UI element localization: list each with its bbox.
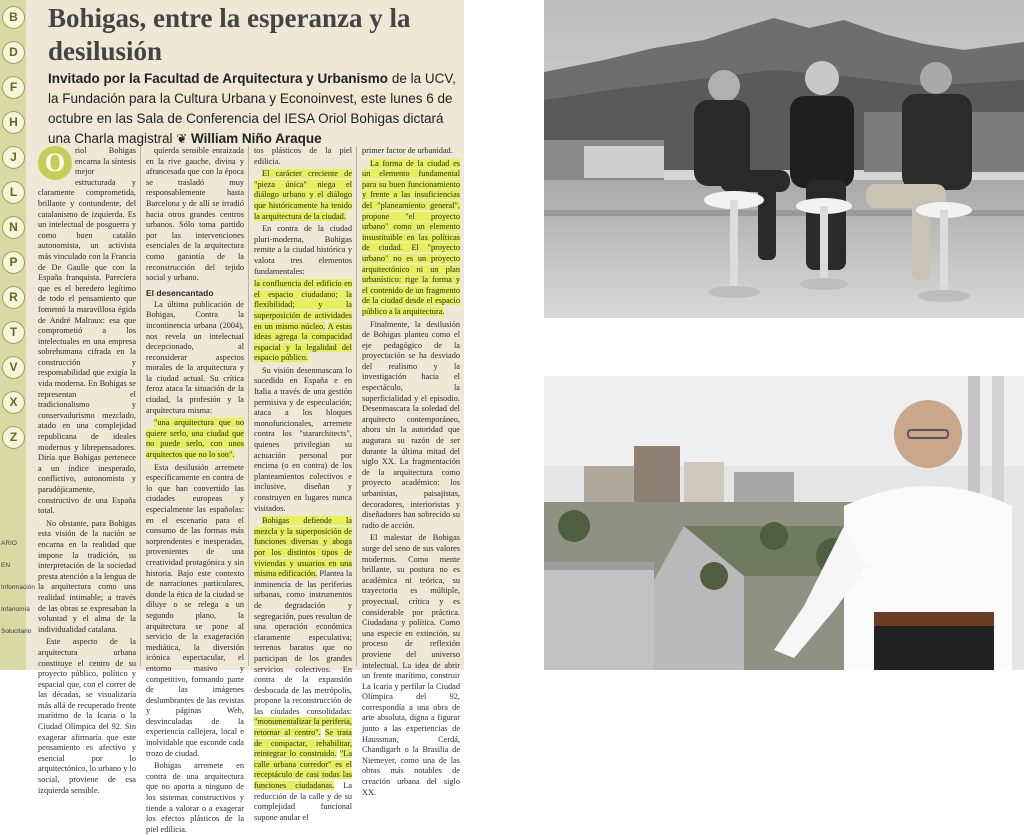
photo-three-men-svg <box>544 0 1024 318</box>
col3-end: La reducción de la calle y de su complejidad funcional supone anular el <box>254 781 353 822</box>
article-author: William Niño Araque <box>191 131 322 146</box>
col2-p2: La última publicación de Bohigas, Contra la incontinencia urbana (2004), nos revela un intelectual decepcionado, al reconsiderar aspectos morales de la arquitectura y la ciudad actual. Su crítica feroz ataca la situación de la ciudad, la profesión y la arquitectura misma: <box>146 299 244 415</box>
highlight-confluencia: la confluencia del edificio en el espacio ciudadano; la flexibilidad; y la superposición de actividades en un mismo núcleo. <box>254 279 352 331</box>
col4-p1: primer factor de urbanidad. <box>362 146 453 155</box>
alphabet-letter: B <box>2 6 25 29</box>
dropcap-circle: O <box>38 146 72 180</box>
highlight-compacidad: A estas ideas agrega la compacidad espacial y la legalidad del espacio público. <box>254 321 352 363</box>
highlight-mezcla: Bohigas defiende la mezcla y la superposición de funciones diversas y aboga por los distintos tipos de viviendas y usuarios en una misma edificación. <box>254 516 352 579</box>
byline-ornament-icon: ❦ <box>176 131 188 146</box>
highlight-compactar: Se trata de compactar, rehabilitar, reintegrar lo construido. <box>254 728 352 759</box>
alphabet-letter: D <box>2 41 25 64</box>
column-1 <box>38 146 136 795</box>
col3-p3: En contra de la ciudad pluri-moderna, Bohigas remite a la ciudad histórica y valora tres elementos fundamentales: <box>254 224 352 276</box>
newspaper-clipping <box>0 0 464 834</box>
col4-p2 <box>362 159 460 318</box>
col3-p2 <box>254 169 352 222</box>
column-divider <box>140 146 141 666</box>
column-2 <box>146 146 244 834</box>
col3-p1: tos plásticos de la piel edilicia. <box>254 146 352 166</box>
col3-periferias: Plantea la inminencia de las periferias urbanas, como instrumentos de degradación y segregación, pues resultan de una operación económica claramente especulativa; terrenos baratos que no participan de los grandes servicios colectivos. En contra de la expansión desbocada de las metrópolis, propone la reconstrucción de las ciudades consolidadas: <box>254 569 353 716</box>
alphabet-letter: H <box>2 111 25 134</box>
highlight-monumentalizar: "monumentalizar la periferia, retornar al centro". <box>254 717 352 738</box>
col4-p3 <box>362 320 460 532</box>
alphabet-letter: X <box>2 391 25 414</box>
photo-man-balcony-svg <box>544 376 1024 670</box>
col1-p3: Este aspecto de la arquitectura urbana constituye el centro de su proyecto público, político y espacial que, con el correr de las décadas, se visualizaría más allá de recuperado frente marítimo de la Icaria o la Ciudad Olímpica del 92. Sin exagerar afirmaría que este pensamiento es afectivo y esencial por lo arquitectónico, lo urbano y lo social, proviene de esa izquierda sensible. <box>38 637 136 795</box>
side-note: ARIO <box>1 540 17 547</box>
alphabet-letter: N <box>2 216 25 239</box>
highlight-calle: "La calle urbana corredor" es el receptáculo de casi todas las funciones ciudadanas. <box>254 749 352 791</box>
alphabet-letter: J <box>2 146 25 169</box>
col4-p4: El malestar de Bohigas surge del seno de sus valores modernos. Como mente brillante, su postura no es académica ni teórica, su trayectoria es múltiple, proyectual, crítica y es considerable por práctica. Ciudadana y política. Como una especie en extinción, su proceso de reflexión proviene del universo intelectual. La idea de abrir un frente marítimo, construir La Icaria y perfilar la Ciudad Olímpica del 92, correspondía a una obra de arte absoluta, digna a figurar junto a las experiencias de Haussman, Cerdá, Chandigarh o la Brasilia de Niemeyer, como una de las obras más notables de creación urbana del siglo XX. <box>362 533 460 797</box>
alphabet-letter: R <box>2 286 25 309</box>
alphabet-letter: V <box>2 356 25 379</box>
side-note: Infanomía <box>1 606 30 613</box>
highlight-pieza-unica: El carácter creciente de "pieza única" niega el diálogo urbano y el diálogo que históricamente ha tenido la arquitectura de la ciudad. <box>254 169 352 221</box>
col2-p1: quierda sensible enraizada en la rive gauche, divina y afrancesada que con la época se trasladó muy responsablemente hasta Barcelona y de allí se irradió hacia otros grandes centros urbanos. Sólo toma partido por las intervenciones esenciales de la arquitectura como garantía de la reconstrucción del tejido social y urbano. <box>146 146 244 283</box>
col2-quote <box>146 418 244 460</box>
col3-p4 <box>254 279 352 364</box>
side-note: EN <box>1 562 11 569</box>
alphabet-letter: P <box>2 251 25 274</box>
column-divider <box>248 146 249 666</box>
column-3 <box>254 146 353 822</box>
photo-three-men <box>544 0 1024 318</box>
side-note: Información <box>1 584 35 591</box>
photo-man-balcony <box>544 376 1024 670</box>
side-note: Solucitario <box>1 628 32 635</box>
col2-p3: Esta desilusión arremete específicamente en contra de lo que han convertido las ciudades europeas y especialmente las españolas: en el escenario para el consumo de las formas más sorprendentes e inesperadas, provenientes de una creatividad protagónica y sin historia. Bajo este contexto de narraciones particulares, donde la ética de la ciudad se diluye o se relega a un segundo plano, la arquitectura se pone al servicio de la exageración mediática, la diversión icónica espectacular, el entorno masivo y competitivo, formando parte de las imágenes deslumbrantes de las revistas y páginas Web, desvinculadas de la experiencia callejera, local e inolvidable que esconde cada trozo de ciudad. <box>146 462 244 758</box>
alphabet-letter: T <box>2 321 25 344</box>
alphabet-letter: Z <box>2 426 25 449</box>
subtitle-rest: de la UCV, la Fundación para la Cultura Urbana y Econoinvest, este lunes 6 de octubre en las Sala de Conferencia del IESA Oriol Bohigas dictará una Charla magistral <box>48 71 456 146</box>
subtitle-bold: Invitado por la Facultad de Arquitectura y Urbanismo <box>48 71 389 86</box>
column-4 <box>362 146 460 797</box>
highlight-forma-ciudad: La forma de la ciudad es un elemento fundamental para su buen funcionamiento y frente a las insuficiencias del "planeamiento general", propone "el proyecto urbano" como un elemento insustituible en las políticas de ciudad. El "proyecto urbano" no es un proyecto arquitectónico ni un plan urbanístico: rige la forma y el contenido de un fragmento de la ciudad desde el espacio público a la arquitectura. <box>362 158 460 316</box>
col1-p2: No obstante, para Bohigas esta visión de la nación se encarna en la realidad que impone la tradición, su interpretación de la sociedad presta atención a la lengua de la arquitectura como una realidad intimable; a través de las obras se expresaban la voluntad y el alma de la individualidad catalana. <box>38 518 136 634</box>
alphabet-letter: L <box>2 181 25 204</box>
col1-p1: riol Bohigas encarna la síntesis mejor estructurada y claramente comprometida, brillante y contundente, del catalanismo de izquierda. Es un intelectual de posguerra y como buen catalán autonomista, un activista más vinculado con la Francia de De Gaulle que con la España franquista. Pareciera que es el heredero legítimo de todo el pensamiento que fomentó la maravillosa égida de André Malraux: esa que comprometió a los intelectuales en una empresa sobrehumana cifrada en la construcción y responsabilidad que exigía la vida moderna. En Bohigas se representan el tradicionalismo y conservadurismo mezclado, atado en una complejidad republicana de ideales modernos y librepensadores. Diría que Bohigas pertenece a un índice inesperado, conflictivo, autonomista y paradójicamente, constructivo de una España total. <box>38 146 136 516</box>
alphabet-letter: F <box>2 76 25 99</box>
col2-p4: Bohigas arremete en contra de una arquitectura que no aporta a ninguno de los sistemas constructivos y tiende a valorar o a exagerar los efectos plásticos de la piel edilicia. <box>146 761 244 834</box>
article-title: Bohigas, entre la esperanza y la desilusión <box>48 3 411 66</box>
col2-subhead: El desencantado <box>146 287 214 298</box>
article-subtitle <box>48 69 463 149</box>
col3-p5: Su visión desenmascara lo sucedido en España e en Italia a través de una gestión permisiva y de especulación; ataca a los bloques monofuncionales, arremete contra los "stararchitects", quienes privilegian su actuación personal por encima (o en contra) de los planteamientos colectivos e inclusive, diseñan y construyen en lugares nunca visitados. <box>254 365 352 513</box>
highlighted-quote: "una arquitectura que no quiere serlo, una ciudad que no puede serlo, con unos arquitectos que no lo son". <box>146 418 244 460</box>
column-divider <box>356 146 357 666</box>
col3-p6 <box>254 516 352 823</box>
col4-desilusion: Finalmente, la desilusión de Bohigas plantea como el eje pedagógico de la proyectación se ha desviado del realismo y la investigación hacia el espectáculo, la superficialidad y el episodio. Desenmascara la soledad del arquitecto contemporáneo, ahora sin la autoridad que augurara su razón de ser durante la última mitad del siglo XX. La fragmentación de la arquitectura como proyecto académico: los urbanistas, paisajistas, decoradores, interioristas y diseñadores han sobrecido su radio de acción. <box>362 319 460 530</box>
